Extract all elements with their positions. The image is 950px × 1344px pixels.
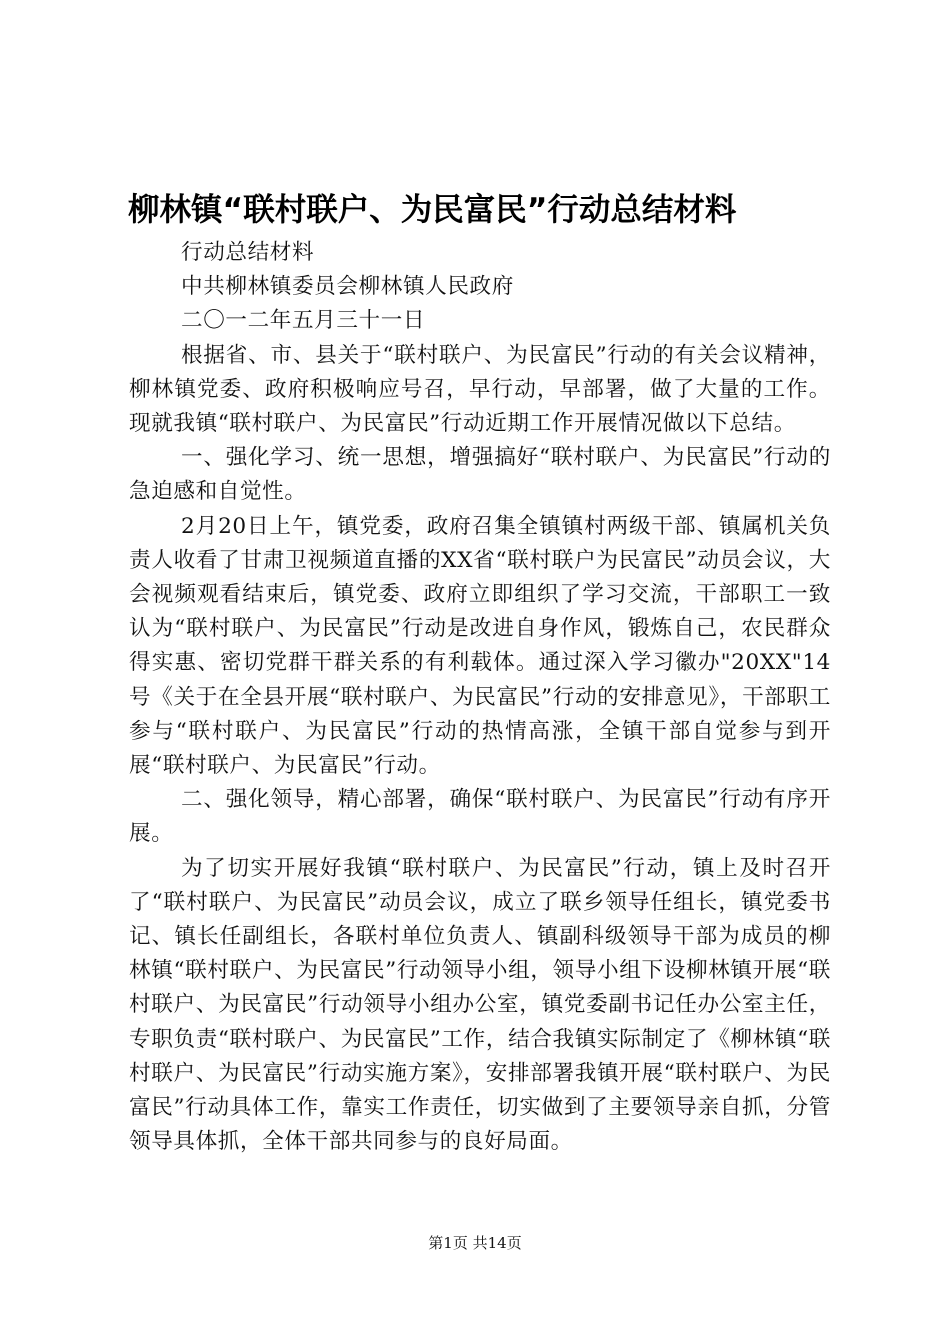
paragraph-section-2: 为了切实开展好我镇“联村联户、为民富民”行动，镇上及时召开了“联村联户、为民富民”动员会议，成立了联乡领导任组长，镇党委书记、镇长任副组长，各联村单位负责人、镇副科级领导干部为成员的柳林镇“联村联户、为民富民”行动领导小组，领导小组下设柳林镇开展“联村联户、为民富民”行动领导小组办公室，镇党委副书记任办公室主任，专职负责“联村联户、为民富民”工作，结合我镇实际制定了《柳林镇“联村联户、为民富民”行动实施方案》，安排部署我镇开展“联村联户、为民富民”行动具体工作，靠实工作责任，切实做到了主要领导亲自抓，分管领导具体抓，全体干部共同参与的良好局面。 (129, 855, 831, 1155)
document-subtitle: 行动总结材料 (181, 240, 315, 265)
document-title: 柳林镇“联村联户、为民富民”行动总结材料 (128, 192, 737, 228)
document-issuer: 中共柳林镇委员会柳林镇人民政府 (181, 274, 514, 300)
section-heading-2: 二、强化领导，精心部署，确保“联村联户、为民富民”行动有序开展。 (129, 787, 831, 847)
document-date: 二〇一二年五月三十一日 (181, 308, 426, 334)
page-number-footer: 第1页 共14页 (428, 1234, 522, 1252)
paragraph-section-1: 2月20日上午，镇党委，政府召集全镇镇村两级干部、镇属机关负责人收看了甘肃卫视频道直播的XX省“联村联户为民富民”动员会议，大会视频观看结束后，镇党委、政府立即组织了学习交流，干部职工一致认为“联村联户、为民富民”行动是改进自身作风，锻炼自己，农民群众得实惠、密切党群干群关系的有利载体。通过深入学习徽办"20XX"14号《关于在全县开展“联村联户、为民富民”行动的安排意见》，干部职工参与“联村联户、为民富民”行动的热情高涨，全镇干部自觉参与到开展“联村联户、为民富民”行动。 (129, 513, 831, 779)
paragraph-intro: 根据省、市、县关于“联村联户、为民富民”行动的有关会议精神，柳林镇党委、政府积极响应号召，早行动，早部署，做了大量的工作。现就我镇“联村联户、为民富民”行动近期工作开展情况做以下总结。 (129, 342, 831, 437)
section-heading-1: 一、强化学习、统一思想，增强搞好“联村联户、为民富民”行动的急迫感和自觉性。 (129, 445, 831, 505)
document-body (129, 236, 831, 1159)
